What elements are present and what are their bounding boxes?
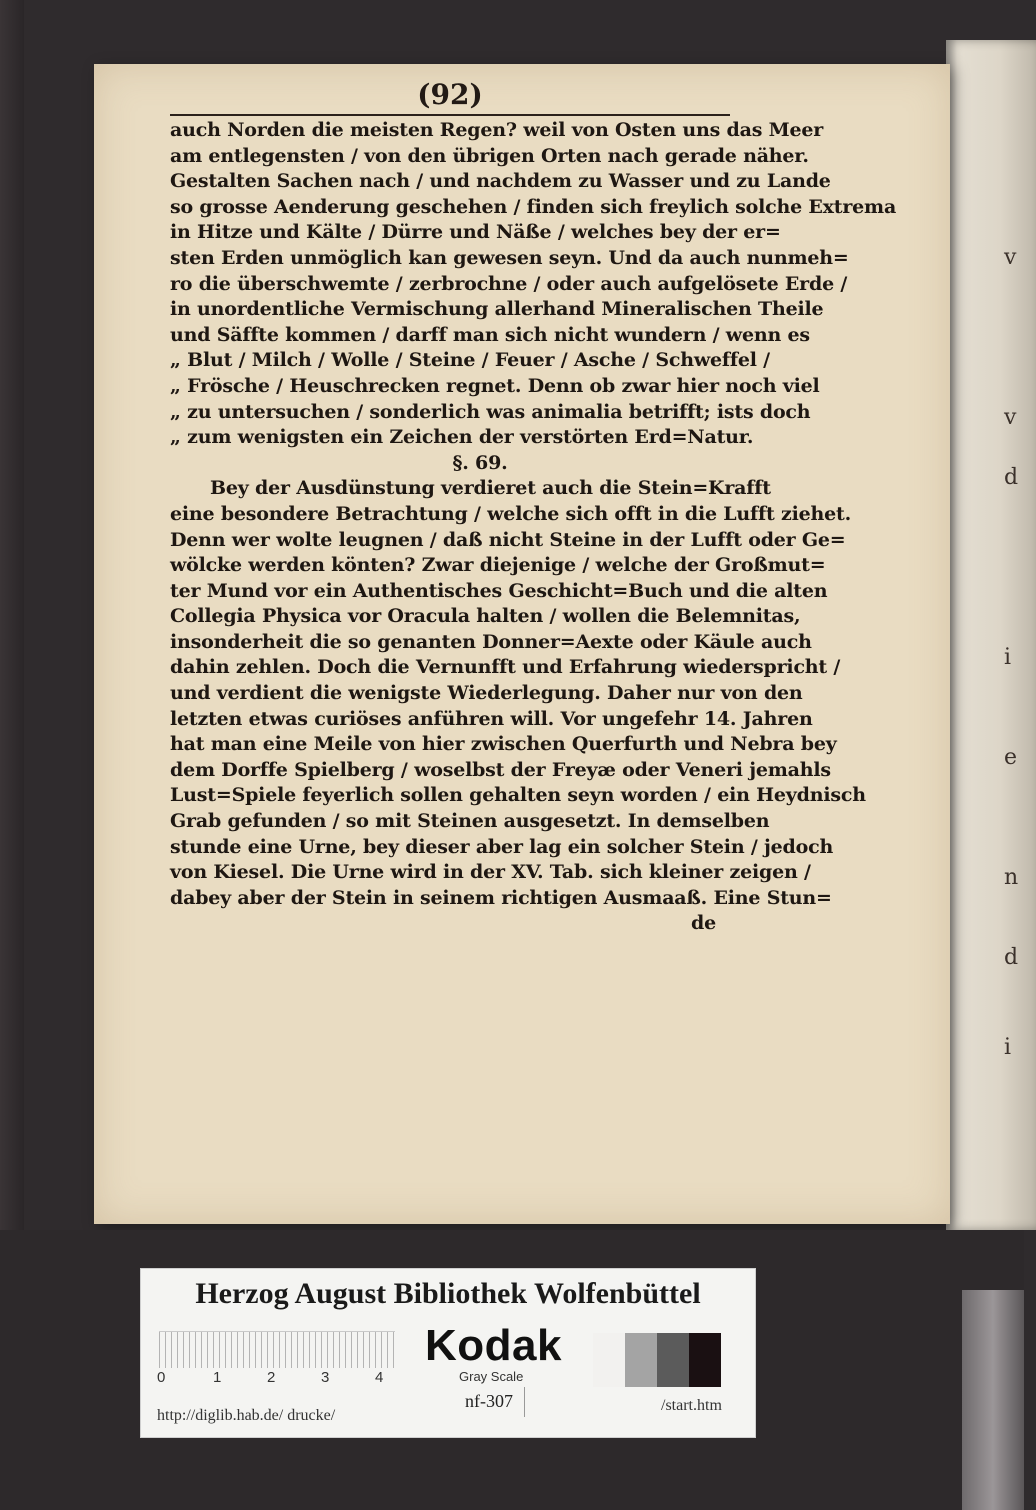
text-line: dabey aber der Stein in seinem richtigen Ausmaaß. Eine Stun= xyxy=(170,886,832,909)
text-line: ter Mund vor ein Authentisches Geschicht=Buch und die alten xyxy=(170,579,828,602)
swatch-dark-gray xyxy=(657,1333,689,1387)
page-number: (92) xyxy=(417,78,483,111)
section-heading: §. 69. xyxy=(452,451,508,474)
text-line: ro die überschwemte / zerbrochne / oder auch aufgelösete Erde / xyxy=(170,272,848,295)
swatch-white xyxy=(593,1333,625,1387)
text-line: letzten etwas curiöses anführen will. Vor ungefehr 14. Jahren xyxy=(170,707,813,730)
text-line: sten Erden unmöglich kan gewesen seyn. Und da auch nunmeh= xyxy=(170,246,849,269)
ruler-number: 2 xyxy=(267,1369,276,1386)
text-line: auch Norden die meisten Regen? weil von Osten uns das Meer xyxy=(170,119,824,141)
bleed-glyph: d xyxy=(1004,465,1019,490)
bleed-glyph: d xyxy=(1004,945,1019,970)
text-line: Collegia Physica vor Oracula halten / wollen die Belemnitas, xyxy=(170,605,801,628)
kodak-logo: Kodak xyxy=(425,1321,562,1370)
shelf-code: nf-307 xyxy=(465,1391,513,1411)
text-line: am entlegensten / von den übrigen Orten nach gerade näher. xyxy=(170,144,809,167)
text-line: Gestalten Sachen nach / und nachdem zu Wasser und zu Lande xyxy=(170,170,831,193)
bleed-glyph: i xyxy=(1004,1035,1012,1060)
ruler-number: 4 xyxy=(375,1369,384,1386)
page-text xyxy=(170,118,897,937)
divider xyxy=(524,1387,525,1417)
text-line: dahin zehlen. Doch die Vernunfft und Erfahrung wiederspricht / xyxy=(170,656,841,679)
text-line: in Hitze und Kälte / Dürre und Näße / welches bey der er= xyxy=(170,221,781,244)
url-suffix: /start.htm xyxy=(661,1397,722,1414)
library-title: Herzog August Bibliothek Wolfenbüttel xyxy=(195,1277,701,1310)
bleed-glyph: i xyxy=(1004,645,1012,670)
text-line: eine besondere Betrachtung / welche sich offt in die Lufft ziehet. xyxy=(170,502,851,525)
text-line: Denn wer wolte leugnen / daß nicht Steine in der Lufft oder Ge= xyxy=(170,528,846,551)
ruler-number: 1 xyxy=(213,1369,222,1386)
text-line: „ Blut / Milch / Wolle / Steine / Feuer / Asche / Schweffel / xyxy=(170,349,770,372)
bleed-glyph: e xyxy=(1004,745,1018,770)
text-line: wölcke werden könten? Zwar diejenige / welche der Großmut= xyxy=(170,554,826,577)
clamp-object xyxy=(962,1290,1024,1510)
url-prefix: http://diglib.hab.de/ drucke/ xyxy=(157,1407,336,1424)
text-line: hat man eine Meile von hier zwischen Querfurth und Nebra bey xyxy=(170,733,837,756)
ruler-number: 3 xyxy=(321,1369,330,1386)
text-line: Grab gefunden / so mit Steinen ausgesetzt. In demselben xyxy=(170,810,770,833)
text-line: „ Frösche / Heuschrecken regnet. Denn ob zwar hier noch viel xyxy=(170,374,820,397)
text-line: „ zum wenigsten ein Zeichen der verstörten Erd=Natur. xyxy=(170,426,754,449)
bleed-glyph: n xyxy=(1004,865,1019,890)
text-line: von Kiesel. Die Urne wird in der XV. Tab. sich kleiner zeigen / xyxy=(170,861,811,884)
color-reference-card xyxy=(140,1268,756,1438)
text-line: „ zu untersuchen / sonderlich was animalia betrifft; ists doch xyxy=(170,400,811,423)
text-line: und Säffte kommen / darff man sich nicht wundern / wenn es xyxy=(170,323,810,346)
swatch-black xyxy=(689,1333,721,1387)
text-line: stunde eine Urne, bey dieser aber lag ein solcher Stein / jedoch xyxy=(170,835,834,858)
text-line: und verdient die wenigste Wiederlegung. Daher nur von den xyxy=(170,682,803,705)
text-line: insonderheit die so genanten Donner=Aexte oder Käule auch xyxy=(170,630,812,653)
bleed-glyph: v xyxy=(1004,245,1017,270)
swatch-light-gray xyxy=(625,1333,657,1387)
text-line: Bey der Ausdünstung verdieret auch die Stein=Krafft xyxy=(210,477,771,500)
gray-scale-label: Gray Scale xyxy=(459,1369,524,1384)
text-line: dem Dorffe Spielberg / woselbst der Freyæ oder Veneri jemahls xyxy=(170,758,831,781)
catchword: de xyxy=(691,912,716,935)
gray-swatches xyxy=(593,1333,721,1387)
ruler-scale xyxy=(159,1331,395,1368)
text-line: so grosse Aenderung geschehen / finden sich freylich solche Extrema xyxy=(170,195,897,218)
bleed-glyph: v xyxy=(1004,405,1017,430)
text-line: in unordentliche Vermischung allerhand Mineralischen Theile xyxy=(170,298,824,321)
text-line: Lust=Spiele feyerlich sollen gehalten seyn worden / ein Heydnisch xyxy=(170,784,866,807)
ruler-number: 0 xyxy=(157,1369,166,1386)
page-header xyxy=(170,74,730,116)
adjacent-page-edge xyxy=(946,40,1036,1230)
